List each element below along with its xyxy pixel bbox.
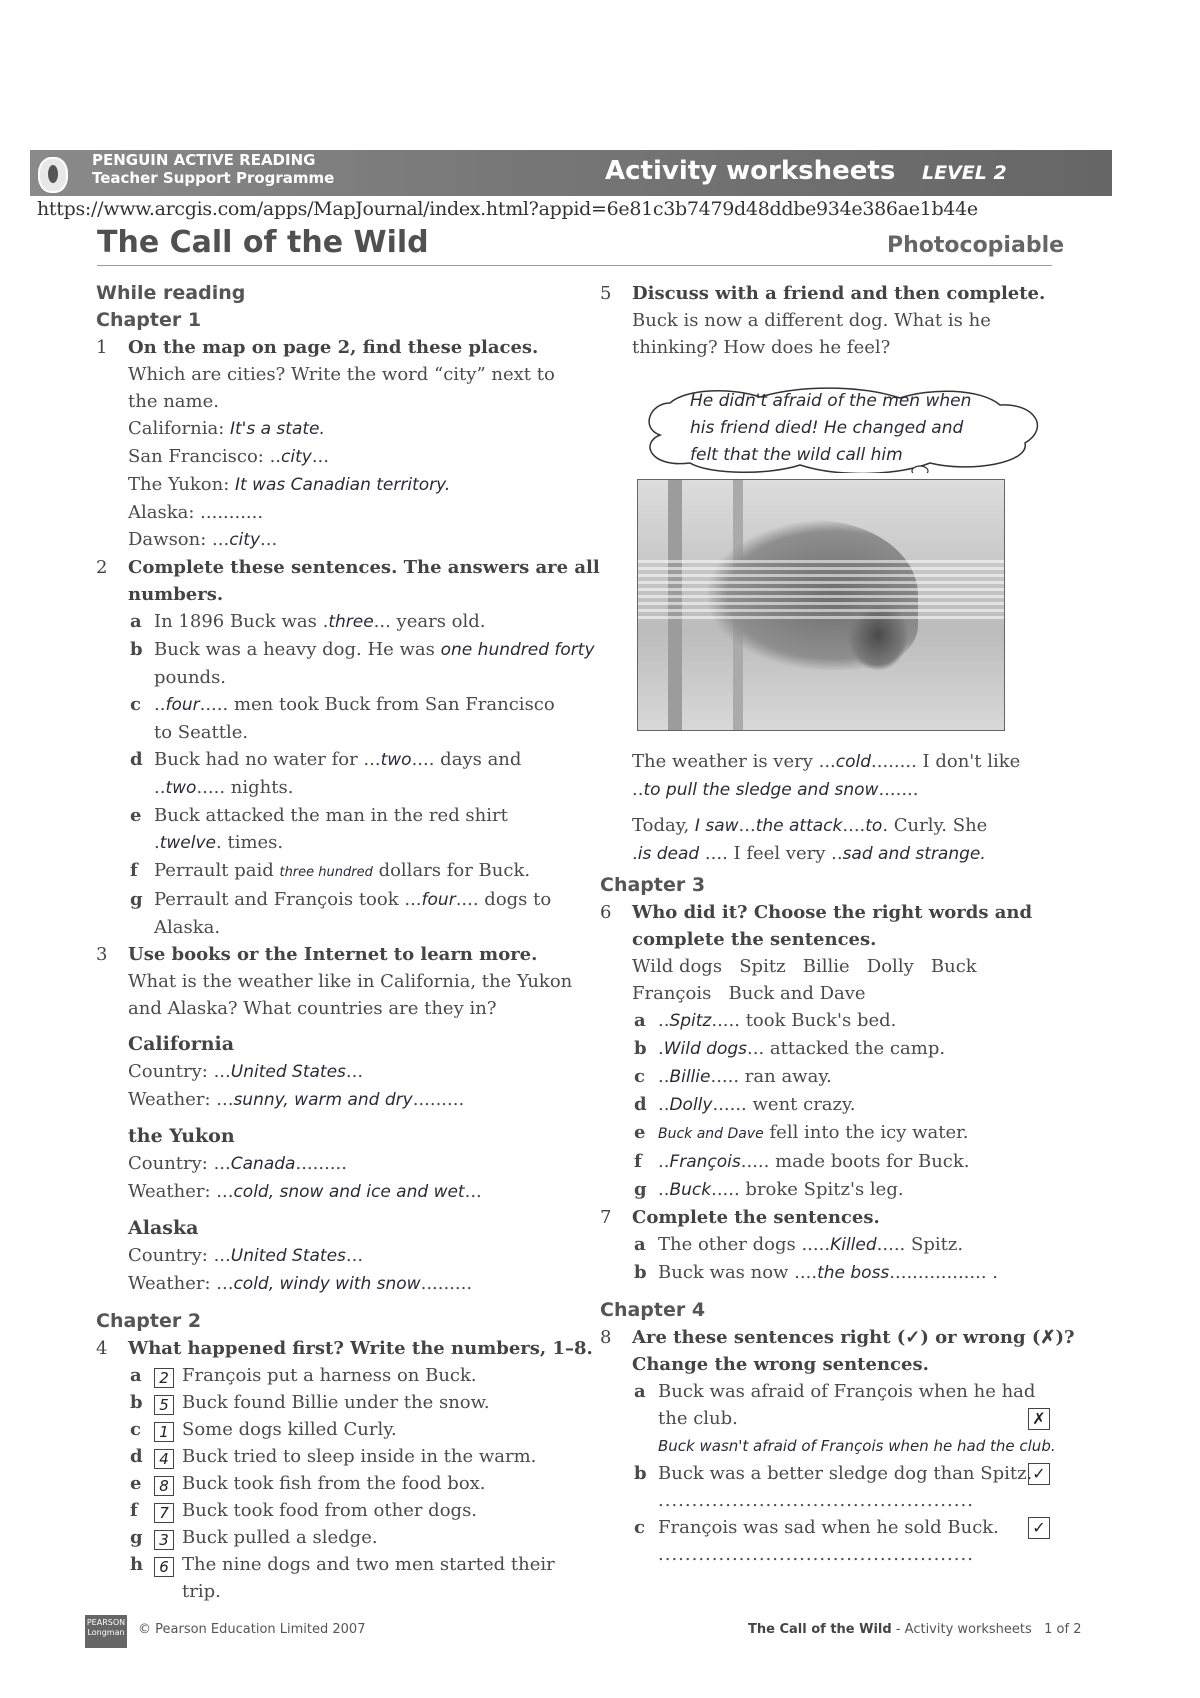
- handwritten-answer[interactable]: to pull the sledge and snow: [643, 780, 879, 800]
- handwritten-answer[interactable]: twelve: [159, 833, 217, 853]
- handwritten-answer[interactable]: Wild dogs: [663, 1039, 748, 1059]
- handwritten-answer[interactable]: one hundred forty: [440, 640, 595, 660]
- brand: [92, 151, 334, 187]
- q2-item: .twelve. times.: [154, 832, 284, 853]
- q6-item: f ..François..... made boots for Buck.: [634, 1151, 970, 1172]
- handwritten-answer[interactable]: cold, snow and ice and wet: [233, 1182, 465, 1202]
- q1-item: California: It's a state.: [128, 418, 325, 439]
- q2-item: Alaska.: [154, 917, 221, 938]
- handwritten-answer[interactable]: Dolly: [669, 1095, 713, 1115]
- thought-text: [690, 388, 1010, 469]
- blank-answer[interactable]: ...........: [200, 502, 264, 523]
- list-item: h 6 The nine dogs and two men started their: [130, 1554, 555, 1576]
- q2-item: b Buck was a heavy dog. He was one hundred forty: [130, 639, 595, 660]
- q2-item: e Buck attacked the man in the red shirt: [130, 805, 508, 826]
- handwritten-answer[interactable]: four: [421, 890, 456, 910]
- copyright: © Pearson Education Limited 2007: [138, 1622, 366, 1637]
- wolf-illustration: [637, 479, 1005, 731]
- q2-item: to Seattle.: [154, 722, 249, 743]
- question-7: 7 Complete the sentences.: [600, 1207, 880, 1228]
- q1-item: San Francisco: ..city...: [128, 446, 329, 467]
- right-mark-box[interactable]: ✓: [1028, 1463, 1050, 1485]
- question-5: 5 Discuss with a friend and then complete.: [600, 283, 1046, 304]
- number-box[interactable]: 5: [154, 1395, 174, 1415]
- weather-sentence: The weather is very ...cold........ I don't like: [632, 751, 1021, 772]
- q1-text: Which are cities? Write the word “city” next to: [128, 364, 555, 385]
- q8-item: c François was sad when he sold Buck. ✓: [600, 1514, 1080, 1541]
- section-title: Activity worksheets: [605, 156, 896, 186]
- q2-item: g Perrault and François took ...four.... dogs to: [130, 889, 552, 910]
- q2-item: a In 1896 Buck was .three... years old.: [130, 611, 486, 632]
- question-4: 4 What happened first? Write the numbers, 1–8.: [96, 1338, 593, 1359]
- footer-title: The Call of the Wild - Activity worksheets 1 of 2: [748, 1622, 1082, 1637]
- q2-item: c ..four..... men took Buck from San Francisco: [130, 694, 555, 715]
- left-column: [96, 280, 600, 1605]
- weather-line: Weather: ...cold, snow and ice and wet...: [128, 1181, 482, 1202]
- handwritten-answer[interactable]: Buck wasn't afraid of François when he had the club.: [658, 1437, 1056, 1455]
- q3-text: What is the weather like in California, the Yukon: [128, 971, 573, 992]
- handwritten-answer[interactable]: three: [328, 612, 374, 632]
- list-item: c 1 Some dogs killed Curly.: [130, 1419, 397, 1441]
- list-item: d 4 Buck tried to sleep inside in the warm.: [130, 1446, 537, 1468]
- handwritten-answer[interactable]: United States: [230, 1246, 346, 1266]
- handwritten-answer[interactable]: cold: [835, 752, 872, 772]
- question-6: 6 Who did it? Choose the right words and: [600, 902, 1033, 923]
- handwritten-answer[interactable]: felt that the wild call him: [690, 445, 903, 465]
- number-box[interactable]: 2: [154, 1368, 174, 1388]
- handwritten-answer[interactable]: sunny, warm and dry: [233, 1090, 413, 1110]
- handwritten-answer[interactable]: the attack: [755, 816, 843, 836]
- brand-line-1: PENGUIN ACTIVE READING: [92, 151, 316, 169]
- q7-item: b Buck was now ....the boss................. .: [634, 1262, 999, 1283]
- place-name: Alaska: [128, 1217, 199, 1239]
- country-line: Country: ...Canada.........: [128, 1153, 347, 1174]
- brand-line-2: Teacher Support Programme: [92, 169, 335, 187]
- list-item: g 3 Buck pulled a sledge.: [130, 1527, 378, 1549]
- q5-sentences: [600, 748, 1080, 1568]
- handwritten-answer[interactable]: Buck and Dave: [658, 1126, 764, 1142]
- handwritten-answer[interactable]: cold, windy with snow: [233, 1274, 421, 1294]
- handwritten-answer[interactable]: François: [669, 1152, 741, 1172]
- handwritten-answer[interactable]: I saw: [694, 816, 739, 836]
- number-box[interactable]: 1: [154, 1422, 174, 1442]
- weather-sentence-cont: ..to pull the sledge and snow.......: [632, 779, 919, 800]
- question-2-cont: numbers.: [128, 584, 224, 605]
- url-line: https://www.arcgis.com/apps/MapJournal/index.html?appid=6e81c3b7479d48ddbe934e386ae1b44e: [37, 198, 978, 220]
- handwritten-answer[interactable]: Billie: [669, 1067, 711, 1087]
- q1-text: the name.: [128, 391, 219, 412]
- q6-item: c ..Billie..... ran away.: [634, 1066, 832, 1087]
- chapter-4-heading: Chapter 4: [600, 1299, 706, 1321]
- right-mark-box[interactable]: ✓: [1028, 1517, 1050, 1539]
- today-sentence-cont: .is dead .... I feel very ..sad and strange.: [632, 843, 986, 864]
- q6-item: e Buck and Dave fell into the icy water.: [634, 1122, 969, 1143]
- photocopiable-label: Photocopiable: [887, 233, 1065, 258]
- handwritten-answer[interactable]: his friend died! He changed and: [690, 418, 964, 438]
- place-name: California: [128, 1033, 235, 1055]
- number-box[interactable]: 4: [154, 1449, 174, 1469]
- weather-line: Weather: ...cold, windy with snow.........: [128, 1273, 473, 1294]
- q3-text: and Alaska? What countries are they in?: [128, 998, 497, 1019]
- pearson-logo: PEARSON Longman: [85, 1615, 127, 1648]
- handwritten-answer[interactable]: Canada: [230, 1154, 296, 1174]
- q8-answer-line: ...............................................: [658, 1544, 974, 1565]
- handwritten-answer[interactable]: the boss: [817, 1263, 890, 1283]
- wrong-mark-box[interactable]: ✗: [1028, 1408, 1050, 1430]
- q8-item: the club. ✗: [600, 1405, 1080, 1432]
- q4-list: [96, 1362, 596, 1605]
- q6-item: b .Wild dogs... attacked the camp.: [634, 1038, 946, 1059]
- page-title: The Call of the Wild: [97, 225, 429, 260]
- q7-item: a The other dogs .....Killed..... Spitz.: [634, 1234, 964, 1255]
- list-item: trip.: [182, 1581, 221, 1602]
- list-item: f 7 Buck took food from other dogs.: [130, 1500, 478, 1522]
- q6-item: a ..Spitz..... took Buck's bed.: [634, 1010, 897, 1031]
- handwritten-answer[interactable]: to: [865, 816, 883, 836]
- list-item: a 2 François put a harness on Buck.: [130, 1365, 477, 1387]
- handwritten-answer[interactable]: city: [229, 530, 260, 550]
- handwritten-answer[interactable]: Killed: [830, 1235, 877, 1255]
- list-item: b 5 Buck found Billie under the snow.: [130, 1392, 490, 1414]
- number-box[interactable]: 3: [154, 1530, 174, 1550]
- number-box[interactable]: 7: [154, 1503, 174, 1523]
- handwritten-answer[interactable]: city: [281, 447, 312, 467]
- question-8-cont: Change the wrong sentences.: [632, 1354, 929, 1375]
- number-box[interactable]: 6: [154, 1557, 174, 1577]
- q1-item: Alaska: ...........: [128, 502, 264, 523]
- weather-line: Weather: ...sunny, warm and dry.........: [128, 1089, 465, 1110]
- chapter-1-heading: Chapter 1: [96, 309, 202, 331]
- chapter-3-heading: Chapter 3: [600, 874, 706, 896]
- question-3: 3 Use books or the Internet to learn more.: [96, 944, 538, 965]
- penguin-logo-icon: [38, 157, 68, 193]
- while-reading-heading: While reading: [96, 282, 246, 304]
- header-banner: [30, 150, 1112, 196]
- handwritten-answer[interactable]: is dead: [637, 844, 700, 864]
- q2-item: ..two..... nights.: [154, 777, 294, 798]
- q8-correction: [600, 1432, 1080, 1460]
- chapter-2-heading: Chapter 2: [96, 1310, 202, 1332]
- right-column: [600, 280, 1080, 361]
- handwritten-answer[interactable]: sad and strange.: [842, 844, 986, 864]
- today-sentence: Today, I saw...the attack....to. Curly. She: [632, 815, 988, 836]
- number-box[interactable]: 8: [154, 1476, 174, 1496]
- level-label: LEVEL 2: [922, 162, 1007, 184]
- q8-answer-line: ...............................................: [658, 1490, 974, 1511]
- question-1: 1 On the map on page 2, find these places.: [96, 337, 539, 358]
- question-6-cont: complete the sentences.: [632, 929, 877, 950]
- country-line: Country: ...United States...: [128, 1061, 364, 1082]
- word-bank: François Buck and Dave: [632, 983, 866, 1004]
- q8-item: b Buck was a better sledge dog than Spitz. ✓: [600, 1460, 1080, 1487]
- handwritten-answer[interactable]: He didn't afraid of the men when: [690, 391, 972, 411]
- handwritten-answer[interactable]: two: [165, 778, 197, 798]
- handwritten-answer[interactable]: Buck: [669, 1180, 712, 1200]
- place-name: the Yukon: [128, 1125, 235, 1147]
- handwritten-answer[interactable]: two: [380, 750, 412, 770]
- list-item: e 8 Buck took fish from the food box.: [130, 1473, 486, 1495]
- q6-item: g ..Buck..... broke Spitz's leg.: [634, 1179, 904, 1200]
- question-2: 2 Complete these sentences. The answers are all: [96, 557, 600, 578]
- handwritten-answer[interactable]: It's a state.: [230, 419, 325, 439]
- country-line: Country: ...United States...: [128, 1245, 364, 1266]
- handwritten-answer[interactable]: Spitz: [669, 1011, 712, 1031]
- handwritten-answer[interactable]: It was Canadian territory.: [235, 475, 451, 495]
- handwritten-answer[interactable]: United States: [230, 1062, 346, 1082]
- question-8: 8 Are these sentences right (✓) or wrong (✗)?: [600, 1327, 1075, 1348]
- q1-item: Dawson: ...city...: [128, 529, 278, 550]
- handwritten-answer[interactable]: four: [165, 695, 200, 715]
- handwritten-answer[interactable]: three hundred: [279, 865, 373, 880]
- q5-text: thinking? How does he feel?: [632, 337, 891, 358]
- q2-item: pounds.: [154, 667, 227, 688]
- divider: [97, 265, 1052, 266]
- q8-item: a Buck was afraid of François when he had: [634, 1381, 1036, 1402]
- q1-item: The Yukon: It was Canadian territory.: [128, 474, 451, 495]
- q2-item: d Buck had no water for ...two.... days and: [130, 749, 522, 770]
- q6-item: d ..Dolly...... went crazy.: [634, 1094, 856, 1115]
- q5-text: Buck is now a different dog. What is he: [632, 310, 991, 331]
- q2-item: f Perrault paid three hundred dollars for Buck.: [130, 860, 531, 881]
- word-bank: Wild dogs Spitz Billie Dolly Buck: [632, 956, 977, 977]
